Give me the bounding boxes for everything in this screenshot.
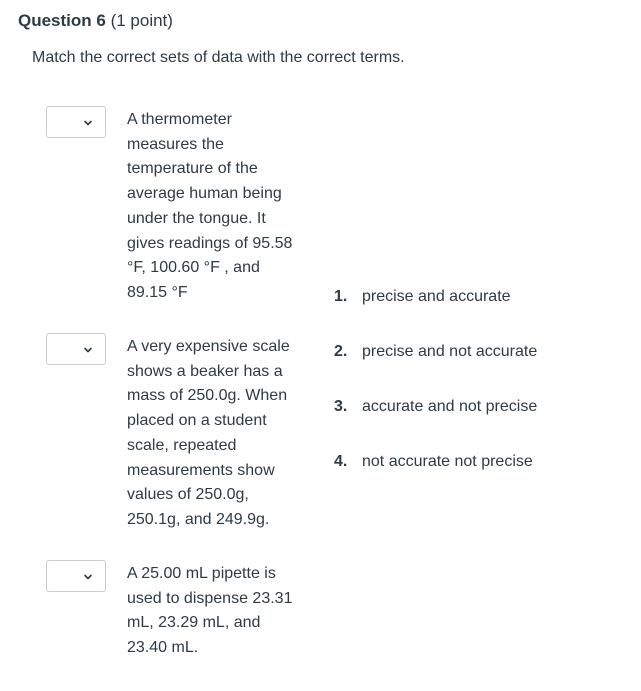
match-prompt-3: A 25.00 mL pipette is used to dispense 23.31 mL, 23.29 mL, and 23.40 mL. bbox=[127, 565, 293, 657]
match-prompt-1: A thermometer measures the temperature of the average human being under the tongue. It gives readings of 95.58 °F, 100.60 °F , and 89.15 °F bbox=[127, 111, 293, 301]
chevron-down-icon bbox=[83, 118, 93, 128]
match-select-1[interactable] bbox=[46, 106, 106, 138]
answer-number: 3. bbox=[334, 398, 348, 415]
question-header bbox=[18, 10, 173, 32]
chevron-down-icon bbox=[83, 572, 93, 582]
chevron-down-icon bbox=[83, 345, 93, 355]
match-select-2[interactable] bbox=[46, 333, 106, 365]
match-prompt-2: A very expensive scale shows a beaker has a mass of 250.0g. When placed on a student scale, repeated measurements show values of 250.0g, 250.1g, and 249.9g. bbox=[127, 338, 290, 528]
answer-label: precise and accurate bbox=[362, 288, 511, 305]
answer-number: 1. bbox=[334, 288, 348, 305]
answer-item-4 bbox=[334, 451, 533, 473]
answer-number: 2. bbox=[334, 343, 348, 360]
question-title: Question 6 bbox=[18, 11, 106, 30]
match-select-3[interactable] bbox=[46, 560, 106, 592]
answer-item-2 bbox=[334, 341, 537, 363]
answer-label: not accurate not precise bbox=[362, 453, 533, 470]
question-points: (1 point) bbox=[105, 11, 173, 30]
answer-number: 4. bbox=[334, 453, 348, 470]
answer-label: precise and not accurate bbox=[362, 343, 538, 360]
answer-item-3 bbox=[334, 396, 537, 418]
answer-label: accurate and not precise bbox=[362, 398, 538, 415]
question-prompt: Match the correct sets of data with the correct terms. bbox=[32, 49, 405, 66]
answer-item-1 bbox=[334, 286, 511, 308]
